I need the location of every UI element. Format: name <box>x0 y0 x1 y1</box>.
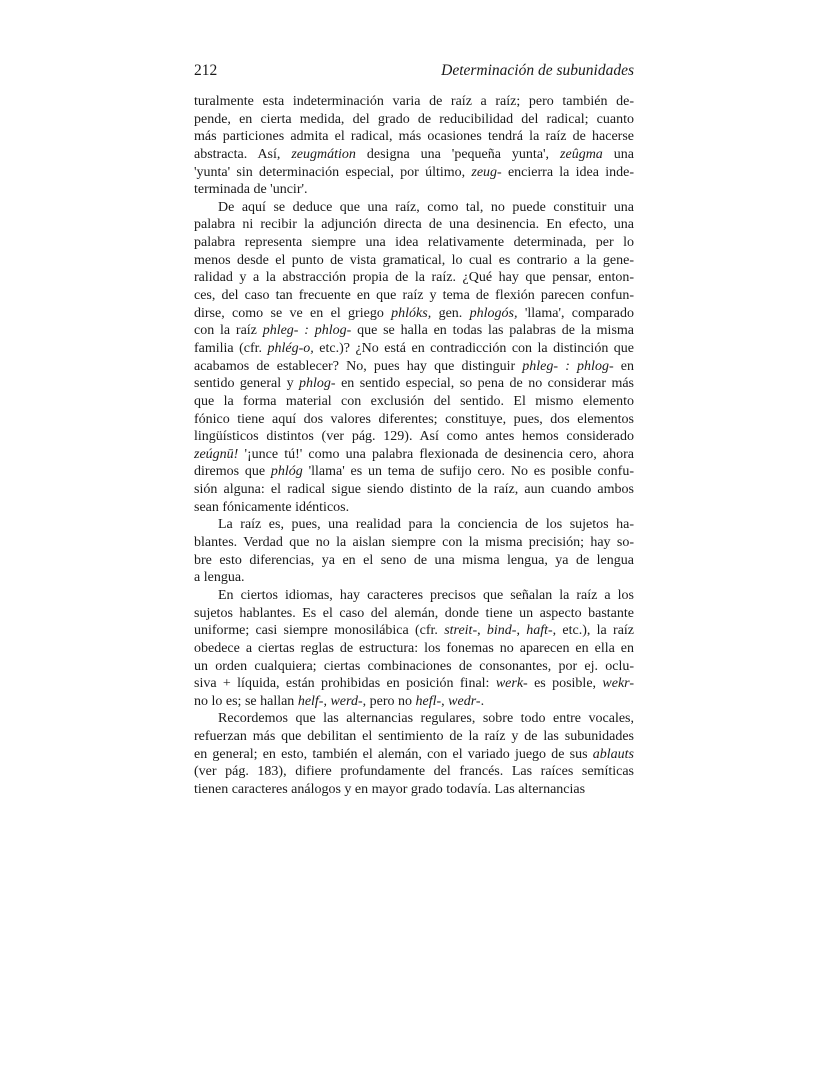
text-run-italic: zeûgma <box>560 146 603 162</box>
text-run: Recordemos que las alternancias regulares, sobre todo entre vocales, <box>218 711 634 727</box>
text-run: un orden cualquiera; ciertas combinaciones de consonantes, por ej. oclu- <box>194 658 634 674</box>
text-line <box>194 234 634 252</box>
text-line-content <box>194 675 634 693</box>
text-run: lingüísticos distintos (ver pág. 129). Así como antes hemos considerado <box>194 429 634 445</box>
text-line <box>194 781 634 799</box>
text-run-italic: zeugmátion <box>291 146 356 162</box>
text-run-italic: werk- <box>495 676 528 692</box>
text-run: obedece a ciertas reglas de estructura: los fonemas no aparecen en ella en <box>194 640 634 656</box>
text-run: en sentido especial, so pena de no considerar más <box>335 376 634 392</box>
text-run: con la raíz <box>194 323 263 339</box>
text-line <box>194 164 634 182</box>
text-line-content <box>194 728 634 746</box>
text-line-content <box>194 428 634 446</box>
text-run: abstracta. Así, <box>194 146 292 162</box>
text-run: diremos que <box>194 464 271 480</box>
text-line <box>194 411 634 429</box>
text-run: en <box>613 358 635 374</box>
text-line <box>194 393 634 411</box>
text-line-content <box>194 322 634 340</box>
text-run: (ver pág. 183), difiere profundamente del francés. Las raíces semíticas <box>194 764 634 780</box>
text-run: , <box>323 693 331 709</box>
text-line <box>194 693 634 711</box>
text-line <box>194 181 634 199</box>
text-run-italic: bind- <box>486 623 517 639</box>
text-line <box>194 552 634 570</box>
text-line-content <box>194 640 634 658</box>
text-line-content <box>194 499 349 517</box>
text-run: turalmente esta indeterminación varia de raíz a raíz; pero también de- <box>194 94 634 109</box>
text-run: 'llama' es un tema de sufijo cero. No es posible confu- <box>302 464 634 480</box>
text-run: sean fónicamente idénticos. <box>194 499 350 515</box>
text-line <box>194 763 634 781</box>
text-line-content <box>194 763 634 781</box>
page-number: 212 <box>194 62 218 79</box>
text-run-italic: werd- <box>330 693 363 709</box>
text-run-italic: zeug- <box>471 164 502 180</box>
text-run-italic: phleg- : phlog- <box>522 358 614 374</box>
text-run: blantes. Verdad que no la aislan siempre con la misma precisión; hay so- <box>194 535 634 551</box>
text-run: encierra la idea inde- <box>501 164 634 180</box>
text-line <box>194 499 634 517</box>
text-run-italic: zeúgnū! <box>194 446 239 462</box>
text-line-content <box>194 128 634 146</box>
text-line <box>194 287 634 305</box>
text-run: designa una 'pequeña yunta', <box>355 146 561 162</box>
text-run: En ciertos idiomas, hay caracteres precisos que señalan la raíz a los <box>218 587 634 603</box>
text-run-italic: wedr- <box>448 693 481 709</box>
text-run: fónico tiene aquí dos valores diferentes; constituye, pues, dos elementos <box>194 411 634 427</box>
text-line <box>194 428 634 446</box>
text-run: La raíz es, pues, una realidad para la conciencia de los sujetos ha- <box>218 517 634 533</box>
text-line <box>194 305 634 323</box>
text-run: De aquí se deduce que una raíz, como tal, no puede constituir una <box>218 199 634 215</box>
text-line-content <box>194 375 634 393</box>
text-line-content <box>194 746 634 764</box>
text-line-content <box>194 693 484 711</box>
text-run: 'yunta' sin determinación especial, por último, <box>194 164 472 180</box>
text-line-content <box>194 111 634 129</box>
text-line <box>194 658 634 676</box>
text-line <box>194 358 634 376</box>
text-line-content <box>194 622 634 640</box>
text-run: sión alguna: el radical sigue siendo distinto de la raíz, aun cuando ambos <box>194 482 634 498</box>
text-line-content <box>194 358 634 376</box>
text-line-content <box>218 199 634 217</box>
text-run: pende, en cierta medida, del grado de reducibilidad del radical; cuanto <box>194 111 634 127</box>
text-line <box>194 587 634 605</box>
text-line-content <box>194 411 634 429</box>
text-line-content <box>218 516 634 534</box>
text-line <box>194 269 634 287</box>
text-run: refuerzan más que debilitan el sentimiento de la raíz y de las subunidades <box>194 729 634 745</box>
text-run: acabamos de establecer? No, pues hay que distinguir <box>194 358 523 374</box>
text-line-content <box>194 446 634 464</box>
text-line-content <box>194 269 634 287</box>
text-line-content <box>194 164 634 182</box>
text-run: en general; en esto, también el alemán, con el variado juego de sus <box>194 746 593 762</box>
text-run: a lengua. <box>194 570 245 586</box>
text-run-italic: phlog- <box>299 376 336 392</box>
text-line <box>194 463 634 481</box>
text-line <box>194 375 634 393</box>
text-run: no lo es; se hallan <box>194 693 298 709</box>
text-run: , <box>516 623 527 639</box>
text-run: , pero no <box>362 693 416 709</box>
text-line-content <box>194 234 634 252</box>
text-run: que la forma material con exclusión del sentido. El mismo elemento <box>194 393 634 409</box>
text-line <box>194 199 634 217</box>
text-run-italic: phlóg <box>270 464 303 480</box>
text-line <box>194 93 634 111</box>
text-line-content <box>194 216 634 234</box>
text-line <box>194 605 634 623</box>
text-line-content <box>218 710 634 728</box>
text-run: sujetos hablantes. Es el caso del alemán, donde tiene un aspecto bastante <box>194 605 634 621</box>
text-run-italic: phleg- : phlog- <box>262 323 352 339</box>
text-line <box>194 569 634 587</box>
text-line-content <box>194 181 308 199</box>
text-run: una <box>602 146 634 162</box>
text-run: '¡unce tú!' como una palabra flexionada de desinencia cero, ahora <box>238 446 634 462</box>
text-run: que se halla en todas las palabras de la misma <box>351 323 634 339</box>
text-line-content <box>194 481 634 499</box>
text-run-italic: phlogós, <box>469 305 518 321</box>
text-line-content <box>194 781 585 799</box>
text-line <box>194 252 634 270</box>
text-line <box>194 128 634 146</box>
text-line-content <box>194 93 634 111</box>
text-line <box>194 534 634 552</box>
text-line <box>194 481 634 499</box>
text-line <box>194 640 634 658</box>
text-line-content <box>194 463 634 481</box>
text-line-content <box>194 393 634 411</box>
text-run: , <box>477 623 487 639</box>
text-line-content <box>194 658 634 676</box>
text-line <box>194 710 634 728</box>
page-header <box>194 62 634 80</box>
text-line-content <box>194 340 634 358</box>
text-run-italic: phlég-o, <box>267 340 314 356</box>
text-run: más particiones admita el radical, más ocasiones tendrá la raíz de hacerse <box>194 129 634 145</box>
text-run-italic: ablauts <box>592 746 634 762</box>
text-run: es posible, <box>527 676 603 692</box>
text-run: etc.)? ¿No está en contradicción con la distinción que <box>313 340 635 356</box>
text-run: , <box>441 693 449 709</box>
text-line-content <box>194 146 634 164</box>
text-line <box>194 746 634 764</box>
text-run-italic: hefl- <box>415 693 442 709</box>
text-line-content <box>194 287 634 305</box>
running-header-title: Determinación de subunidades <box>441 62 634 79</box>
text-run: palabra ni recibir la adjunción directa de una desinencia. En efecto, una <box>194 217 634 233</box>
text-line <box>194 111 634 129</box>
text-line <box>194 622 634 640</box>
text-line <box>194 446 634 464</box>
text-line-content <box>194 552 634 570</box>
text-run: . <box>480 693 485 709</box>
text-run-italic: streit- <box>444 623 478 639</box>
text-run: 'llama', comparado <box>517 305 635 321</box>
text-line <box>194 146 634 164</box>
text-line <box>194 322 634 340</box>
text-run: , etc.), la raíz <box>552 623 635 639</box>
text-run: bre esto diferencias, ya en el seno de una misma lengua, ya de lengua <box>194 552 634 568</box>
text-run-italic: helf- <box>297 693 324 709</box>
text-run: siva + líquida, están prohibidas en posición final: <box>194 676 496 692</box>
text-line <box>194 728 634 746</box>
text-line <box>194 675 634 693</box>
text-line-content <box>194 534 634 552</box>
text-run: dirse, como se ve en el griego <box>194 305 392 321</box>
text-run: familia (cfr. <box>194 340 268 356</box>
page-text-block <box>194 93 634 799</box>
text-line <box>194 216 634 234</box>
text-run: tienen caracteres análogos y en mayor grado todavía. Las alternancias <box>194 781 586 797</box>
text-line-content <box>194 569 245 587</box>
text-run: terminada de 'uncir'. <box>194 182 308 198</box>
text-line <box>194 516 634 534</box>
text-run: ralidad y a la abstracción propia de la raíz. ¿Qué hay que pensar, enton- <box>194 270 634 286</box>
text-line-content <box>194 252 634 270</box>
text-run-italic: phlóks, <box>391 305 432 321</box>
text-run-italic: haft- <box>526 623 553 639</box>
text-run: sentido general y <box>194 376 300 392</box>
text-line-content <box>194 605 634 623</box>
text-run: uniforme; casi siempre monosilábica (cfr. <box>194 623 445 639</box>
text-line-content <box>218 587 634 605</box>
text-run-italic: wekr- <box>602 676 635 692</box>
text-run: palabra representa siempre una idea relativamente determinada, per lo <box>194 235 634 251</box>
text-run: ces, del caso tan frecuente en que raíz y tema de flexión parecen confun- <box>194 288 634 304</box>
text-line <box>194 340 634 358</box>
text-run: menos desde el punto de vista gramatical, lo cual es contrario a la gene- <box>194 252 634 268</box>
text-line-content <box>194 305 634 323</box>
text-run: gen. <box>431 305 470 321</box>
